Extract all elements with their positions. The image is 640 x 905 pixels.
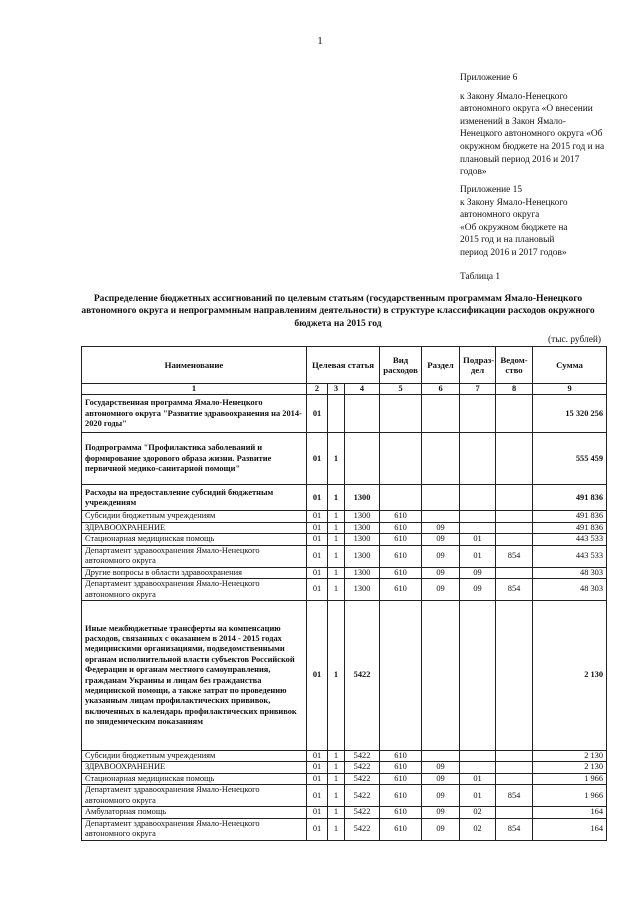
table-cell-target-program: 01 bbox=[307, 807, 328, 818]
table-cell-target-program: 01 bbox=[307, 567, 328, 578]
appendix-6-line: Ненецкого автономного округа «Об bbox=[460, 129, 603, 140]
table-cell-subsection bbox=[460, 522, 496, 533]
table-cell-name: Другие вопросы в области здравоохранения bbox=[82, 567, 307, 578]
appendix-6-line: окружном бюджете на 2015 год и на bbox=[460, 141, 605, 152]
table-cell-name: ЗДРАВООХРАНЕНИЕ bbox=[82, 522, 307, 533]
table-cell-target-subprogram: 1 bbox=[328, 567, 345, 578]
table-cell-kind bbox=[380, 485, 422, 511]
table-cell-target-subprogram: 1 bbox=[328, 433, 345, 485]
appendix-15-line: «Об окружном бюджете на bbox=[460, 222, 568, 233]
column-number: 1 bbox=[82, 384, 307, 395]
table-cell-subsection bbox=[460, 762, 496, 773]
appendix-6-line: годов» bbox=[460, 167, 487, 178]
table-cell-target-program: 01 bbox=[307, 511, 328, 522]
table-cell-subsection: 09 bbox=[460, 579, 496, 601]
table-cell-name: Департамент здравоохранения Ямало-Ненецкого автономного округа bbox=[82, 545, 307, 567]
appendix-15-line: автономного округа bbox=[460, 210, 540, 221]
table-cell-section: 09 bbox=[422, 762, 460, 773]
table-cell-target-direction: 1300 bbox=[345, 579, 380, 601]
table-cell-subsection bbox=[460, 601, 496, 751]
table-cell-target-subprogram: 1 bbox=[328, 751, 345, 762]
table-cell-target-direction: 5422 bbox=[345, 818, 380, 840]
table-cell-name: Иные межбюджетные трансферты на компенсацию расходов, связанных с оказанием в 2014 - 2015 годах медицинскими организациями, подведомственными органам исполнительной власти субъектов Российской Федерации и органам местного самоуправления, гражданам Украины и лицам без гражданства медицинской помощи, а также затрат по проведению указанным лицам профилактических прививок, включенных в календарь профилактических прививок по эпидемическим показаниям bbox=[82, 601, 307, 751]
header-target: Целевая статья bbox=[307, 347, 380, 384]
table-cell-subsection bbox=[460, 751, 496, 762]
table-cell-target-subprogram: 1 bbox=[328, 807, 345, 818]
table-body bbox=[82, 395, 607, 840]
table-cell-name: ЗДРАВООХРАНЕНИЕ bbox=[82, 762, 307, 773]
table-row bbox=[82, 395, 607, 433]
table-cell-dept bbox=[496, 601, 533, 751]
table-cell-name: Субсидии бюджетным учреждениям bbox=[82, 751, 307, 762]
table-cell-dept: 854 bbox=[496, 545, 533, 567]
table-cell-target-subprogram: 1 bbox=[328, 785, 345, 807]
header-name: Наименование bbox=[82, 347, 307, 384]
header-sum: Сумма bbox=[533, 347, 607, 384]
table-cell-target-program: 01 bbox=[307, 773, 328, 784]
table-cell-dept bbox=[496, 485, 533, 511]
table-cell-sum: 164 bbox=[533, 818, 607, 840]
table-cell-target-direction: 5422 bbox=[345, 773, 380, 784]
appendix-15-line: Приложение 15 bbox=[460, 185, 523, 195]
table-cell-target-subprogram: 1 bbox=[328, 579, 345, 601]
table-cell-target-subprogram: 1 bbox=[328, 762, 345, 773]
appendix-6-line: к Закону Ямало-Ненецкого bbox=[460, 91, 568, 102]
table-row bbox=[82, 751, 607, 762]
table-cell-name: Стационарная медицинская помощь bbox=[82, 534, 307, 545]
table-cell-target-direction: 1300 bbox=[345, 522, 380, 533]
table-cell-sum: 164 bbox=[533, 807, 607, 818]
table-cell-dept bbox=[496, 433, 533, 485]
table-cell-section: 09 bbox=[422, 534, 460, 545]
table-cell-dept: 854 bbox=[496, 818, 533, 840]
table-cell-sum: 555 459 bbox=[533, 433, 607, 485]
table-cell-target-program: 01 bbox=[307, 785, 328, 807]
table-cell-dept bbox=[496, 395, 533, 433]
table-cell-dept bbox=[496, 522, 533, 533]
table-row bbox=[82, 807, 607, 818]
table-cell-target-subprogram: 1 bbox=[328, 485, 345, 511]
appendix-6-line: автономного округа «О внесении bbox=[460, 104, 593, 115]
table-cell-name: Государственная программа Ямало-Ненецкого автономного округа "Развитие здравоохранения на 2014-2020 годы" bbox=[82, 395, 307, 433]
appendix-6-line: плановый период 2016 и 2017 bbox=[460, 154, 580, 165]
table-cell-kind: 610 bbox=[380, 534, 422, 545]
table-cell-section: 09 bbox=[422, 807, 460, 818]
appendix-15-line: 2015 год и на плановый bbox=[460, 235, 555, 246]
table-cell-subsection: 01 bbox=[460, 534, 496, 545]
table-cell-section bbox=[422, 485, 460, 511]
table-cell-kind bbox=[380, 395, 422, 433]
table-cell-target-program: 01 bbox=[307, 601, 328, 751]
table-cell-section: 09 bbox=[422, 818, 460, 840]
table-cell-target-direction: 5422 bbox=[345, 762, 380, 773]
table-cell-target-program: 01 bbox=[307, 522, 328, 533]
table-cell-subsection: 01 bbox=[460, 773, 496, 784]
table-cell-kind: 610 bbox=[380, 751, 422, 762]
table-header-row bbox=[82, 347, 607, 384]
table-cell-target-direction: 1300 bbox=[345, 511, 380, 522]
table-cell-kind: 610 bbox=[380, 579, 422, 601]
table-cell-target-direction: 1300 bbox=[345, 545, 380, 567]
table-cell-sum: 491 836 bbox=[533, 522, 607, 533]
header-subsection: Подраз-дел bbox=[460, 347, 496, 384]
table-cell-kind: 610 bbox=[380, 762, 422, 773]
table-cell-target-subprogram: 1 bbox=[328, 818, 345, 840]
table-row bbox=[82, 762, 607, 773]
table-cell-target-direction: 5422 bbox=[345, 751, 380, 762]
table-cell-kind: 610 bbox=[380, 511, 422, 522]
table-cell-section bbox=[422, 511, 460, 522]
table-cell-section: 09 bbox=[422, 522, 460, 533]
table-cell-sum: 443 533 bbox=[533, 534, 607, 545]
table-cell-target-subprogram: 1 bbox=[328, 511, 345, 522]
table-cell-target-subprogram: 1 bbox=[328, 522, 345, 533]
table-cell-target-direction: 1300 bbox=[345, 534, 380, 545]
table-cell-section bbox=[422, 395, 460, 433]
table-cell-target-program: 01 bbox=[307, 534, 328, 545]
table-cell-sum: 2 130 bbox=[533, 601, 607, 751]
table-cell-dept bbox=[496, 751, 533, 762]
table-cell-name: Амбулаторная помощь bbox=[82, 807, 307, 818]
column-number: 5 bbox=[380, 384, 422, 395]
column-number: 2 bbox=[307, 384, 328, 395]
table-cell-section: 09 bbox=[422, 579, 460, 601]
table-cell-kind: 610 bbox=[380, 807, 422, 818]
table-cell-kind: 610 bbox=[380, 522, 422, 533]
table-row bbox=[82, 545, 607, 567]
table-cell-target-program: 01 bbox=[307, 485, 328, 511]
table-cell-target-direction bbox=[345, 433, 380, 485]
column-number: 4 bbox=[345, 384, 380, 395]
table-cell-sum: 48 303 bbox=[533, 567, 607, 578]
table-cell-kind: 610 bbox=[380, 545, 422, 567]
table-cell-section bbox=[422, 751, 460, 762]
table-cell-sum: 1 966 bbox=[533, 773, 607, 784]
table-row bbox=[82, 534, 607, 545]
table-row bbox=[82, 818, 607, 840]
table-cell-sum: 491 836 bbox=[533, 511, 607, 522]
table-cell-dept: 854 bbox=[496, 785, 533, 807]
table-row bbox=[82, 601, 607, 751]
table-row bbox=[82, 567, 607, 578]
table-cell-subsection bbox=[460, 433, 496, 485]
table-cell-target-program: 01 bbox=[307, 818, 328, 840]
table-cell-subsection: 02 bbox=[460, 818, 496, 840]
table-row bbox=[82, 511, 607, 522]
document-title: Распределение бюджетных ассигнований по целевым статьям (государственным программам Ямало-Ненецкого автономного округа и непрограммным направлениям деятельности) в структуре классификации расходов окружного бюджета на 2015 год bbox=[81, 293, 595, 329]
table-cell-subsection: 01 bbox=[460, 785, 496, 807]
table-cell-target-program: 01 bbox=[307, 751, 328, 762]
appendix-15-block bbox=[460, 184, 568, 260]
table-cell-dept bbox=[496, 773, 533, 784]
table-cell-name: Департамент здравоохранения Ямало-Ненецкого автономного округа bbox=[82, 785, 307, 807]
table-cell-name: Субсидии бюджетным учреждениям bbox=[82, 511, 307, 522]
table-cell-subsection: 09 bbox=[460, 567, 496, 578]
table-cell-section bbox=[422, 601, 460, 751]
column-number: 3 bbox=[328, 384, 345, 395]
table-cell-subsection: 01 bbox=[460, 545, 496, 567]
table-cell-kind: 610 bbox=[380, 567, 422, 578]
column-number-row bbox=[82, 384, 607, 395]
table-cell-target-subprogram bbox=[328, 395, 345, 433]
table-cell-sum: 15 320 256 bbox=[533, 395, 607, 433]
table-cell-sum: 1 966 bbox=[533, 785, 607, 807]
table-cell-target-direction: 1300 bbox=[345, 567, 380, 578]
table-cell-target-subprogram: 1 bbox=[328, 773, 345, 784]
table-cell-subsection bbox=[460, 485, 496, 511]
table-cell-section: 09 bbox=[422, 567, 460, 578]
appendix-15-line: к Закону Ямало-Ненецкого bbox=[460, 197, 568, 208]
column-number: 8 bbox=[496, 384, 533, 395]
table-cell-kind: 610 bbox=[380, 773, 422, 784]
table-cell-name: Подпрограмма "Профилактика заболеваний и формирование здорового образа жизни. Развитие первичной медико-санитарной помощи" bbox=[82, 433, 307, 485]
table-cell-dept bbox=[496, 807, 533, 818]
table-cell-dept bbox=[496, 567, 533, 578]
column-number: 6 bbox=[422, 384, 460, 395]
table-row bbox=[82, 522, 607, 533]
table-cell-target-direction: 1300 bbox=[345, 485, 380, 511]
table-cell-dept bbox=[496, 534, 533, 545]
table-row bbox=[82, 433, 607, 485]
table-row bbox=[82, 785, 607, 807]
appendix-15-line: период 2016 и 2017 годов» bbox=[460, 247, 567, 258]
table-cell-target-direction: 5422 bbox=[345, 601, 380, 751]
table-cell-kind bbox=[380, 601, 422, 751]
table-cell-kind: 610 bbox=[380, 818, 422, 840]
table-cell-kind: 610 bbox=[380, 785, 422, 807]
table-row bbox=[82, 773, 607, 784]
table-row bbox=[82, 579, 607, 601]
page-number: 1 bbox=[317, 35, 323, 47]
table-cell-name: Департамент здравоохранения Ямало-Ненецкого автономного округа bbox=[82, 818, 307, 840]
table-cell-subsection bbox=[460, 511, 496, 522]
table-row bbox=[82, 485, 607, 511]
units-label: (тыс. рублей) bbox=[548, 335, 602, 345]
table-cell-target-program: 01 bbox=[307, 433, 328, 485]
table-cell-target-subprogram: 1 bbox=[328, 601, 345, 751]
table-cell-target-subprogram: 1 bbox=[328, 534, 345, 545]
header-kind: Вид расходов bbox=[380, 347, 422, 384]
table-cell-sum: 48 303 bbox=[533, 579, 607, 601]
table-cell-sum: 443 533 bbox=[533, 545, 607, 567]
table-cell-target-program: 01 bbox=[307, 762, 328, 773]
column-number: 9 bbox=[533, 384, 607, 395]
table-cell-target-direction: 5422 bbox=[345, 785, 380, 807]
table-cell-section bbox=[422, 433, 460, 485]
table-cell-target-direction bbox=[345, 395, 380, 433]
table-cell-dept bbox=[496, 511, 533, 522]
table-cell-name: Департамент здравоохранения Ямало-Ненецкого автономного округа bbox=[82, 579, 307, 601]
table-cell-section: 09 bbox=[422, 773, 460, 784]
table-cell-section: 09 bbox=[422, 545, 460, 567]
appendix-6-line: изменений в Закон Ямало- bbox=[460, 116, 566, 127]
table-cell-kind bbox=[380, 433, 422, 485]
table-cell-sum: 2 130 bbox=[533, 762, 607, 773]
column-number: 7 bbox=[460, 384, 496, 395]
appendix-6-heading: Приложение 6 bbox=[460, 73, 518, 83]
table-cell-subsection bbox=[460, 395, 496, 433]
table-cell-sum: 2 130 bbox=[533, 751, 607, 762]
table-cell-dept bbox=[496, 762, 533, 773]
table-cell-target-direction: 5422 bbox=[345, 807, 380, 818]
table-cell-name: Стационарная медицинская помощь bbox=[82, 773, 307, 784]
header-dept: Ведом-ство bbox=[496, 347, 533, 384]
appendix-6-block bbox=[460, 72, 604, 179]
table-cell-target-program: 01 bbox=[307, 579, 328, 601]
budget-table bbox=[81, 346, 607, 841]
header-section: Раздел bbox=[422, 347, 460, 384]
table-cell-subsection: 02 bbox=[460, 807, 496, 818]
table-cell-dept: 854 bbox=[496, 579, 533, 601]
table-label: Таблица 1 bbox=[460, 272, 501, 282]
table-cell-section: 09 bbox=[422, 785, 460, 807]
table-cell-name: Расходы на предоставление субсидий бюджетным учреждениям bbox=[82, 485, 307, 511]
table-cell-sum: 491 836 bbox=[533, 485, 607, 511]
table-cell-target-program: 01 bbox=[307, 395, 328, 433]
table-cell-target-program: 01 bbox=[307, 545, 328, 567]
table-cell-target-subprogram: 1 bbox=[328, 545, 345, 567]
